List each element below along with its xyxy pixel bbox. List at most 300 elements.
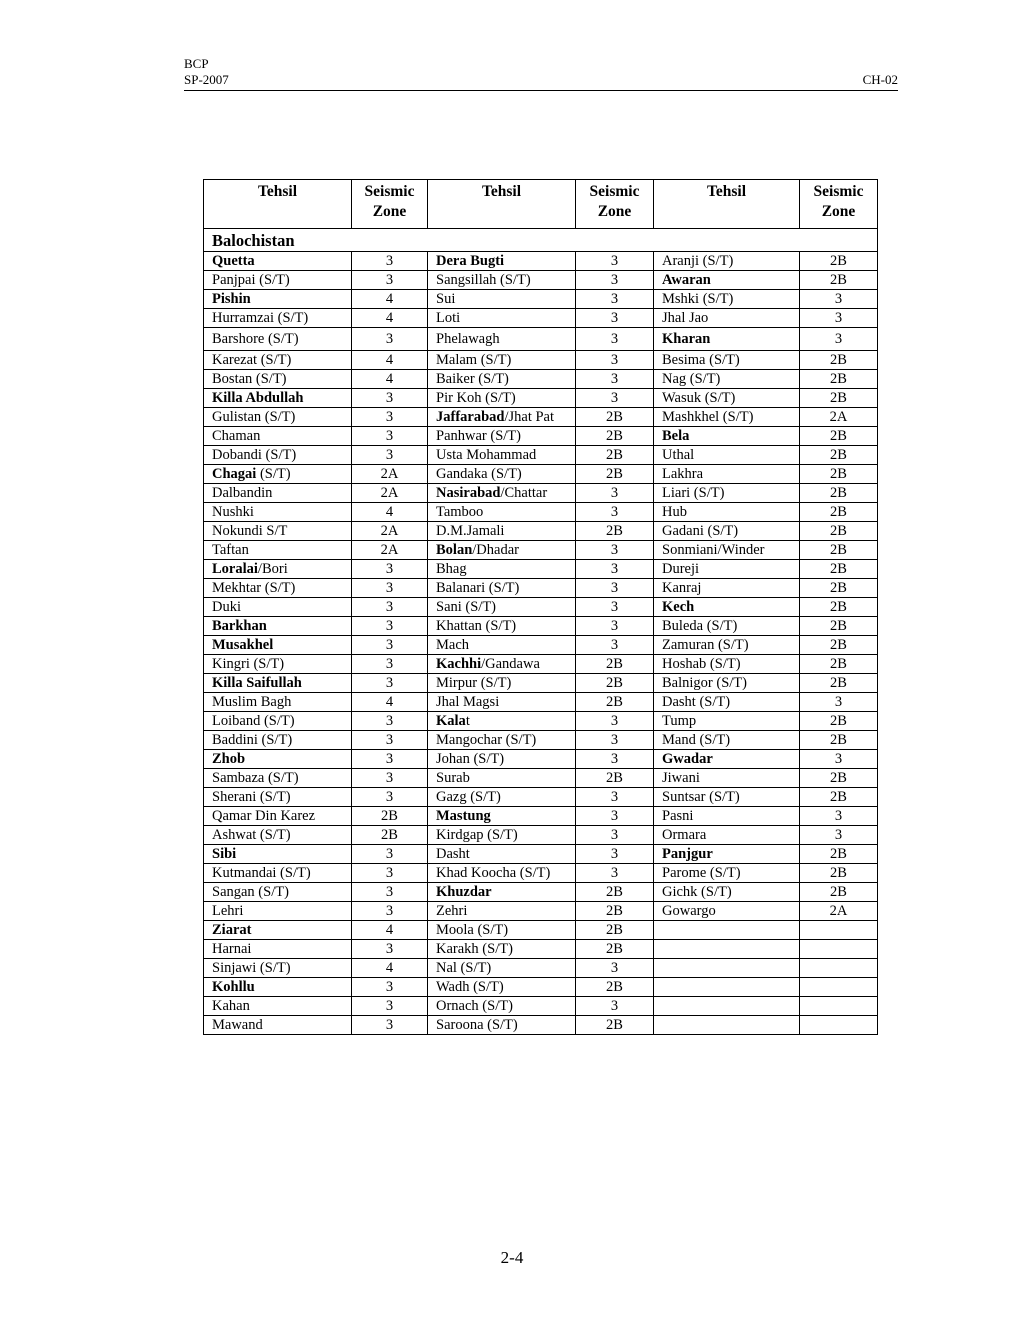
zone-cell: 2B [800,465,878,484]
tehsil-cell: Parome (S/T) [654,864,800,883]
district-name: Gwadar [662,750,713,767]
district-name: Ziarat [212,921,252,938]
tehsil-cell: Aranji (S/T) [654,252,800,271]
zone-cell: 3 [576,560,654,579]
table-row [204,389,878,408]
zone-cell: 2B [800,522,878,541]
district-name: Bela [662,427,690,444]
tehsil-cell: Besima (S/T) [654,351,800,370]
zone-cell: 3 [352,788,428,807]
tehsil-cell [428,252,576,271]
zone-cell: 2A [352,465,428,484]
table-row [204,541,878,560]
zone-cell: 3 [352,252,428,271]
tehsil-cell: Phelawagh [428,328,576,351]
zone-cell: 3 [352,446,428,465]
district-name: Jaffarabad [436,408,505,425]
tehsil-cell: Dalbandin [204,484,352,503]
col-header-tehsil-3: Tehsil [654,180,800,229]
tehsil-cell: Baddini (S/T) [204,731,352,750]
zone-cell: 3 [352,389,428,408]
tehsil-cell: Surab [428,769,576,788]
zone-cell: 2B [576,522,654,541]
col-header-zone-1: Seismic Zone [352,180,428,229]
tehsil-cell [654,940,800,959]
col-header-tehsil-2: Tehsil [428,180,576,229]
tehsil-cell: Panjpai (S/T) [204,271,352,290]
zone-cell: 2B [800,503,878,522]
zone-cell: 3 [576,579,654,598]
zone-cell: 2B [576,674,654,693]
tehsil-cell: Mawand [204,1016,352,1035]
header-divider [184,90,898,91]
tehsil-cell: Kahan [204,997,352,1016]
tehsil-cell: Nal (S/T) [428,959,576,978]
tehsil-cell: Kirdgap (S/T) [428,826,576,845]
tehsil-cell: Balanari (S/T) [428,579,576,598]
tehsil-cell [428,883,576,902]
table-row [204,598,878,617]
tehsil-cell: Lehri [204,902,352,921]
zone-cell: 3 [576,252,654,271]
table-row [204,921,878,940]
zone-cell [800,940,878,959]
zone-cell: 2B [800,560,878,579]
zone-cell: 3 [576,959,654,978]
zone-cell: 4 [352,309,428,328]
tehsil-cell [204,252,352,271]
col-header-zone-2: Seismic Zone [576,180,654,229]
district-name: Khuzdar [436,883,492,900]
tehsil-cell: Johan (S/T) [428,750,576,769]
table-row [204,788,878,807]
table-row [204,883,878,902]
zone-cell: 2B [800,769,878,788]
zone-cell: 2B [800,484,878,503]
document-header-left [184,56,229,88]
tehsil-cell [654,921,800,940]
tehsil-cell: Zamuran (S/T) [654,636,800,655]
tehsil-cell: Ornach (S/T) [428,997,576,1016]
tehsil-cell: Hoshab (S/T) [654,655,800,674]
tehsil-cell: Mangochar (S/T) [428,731,576,750]
zone-cell: 3 [576,636,654,655]
zone-cell: 3 [352,845,428,864]
zone-cell: 2B [800,617,878,636]
header-code: BCP [184,56,209,71]
zone-cell: 3 [576,503,654,522]
tehsil-cell [204,290,352,309]
tehsil-cell: Jhal Jao [654,309,800,328]
zone-cell: 2B [800,351,878,370]
table-row [204,560,878,579]
zone-cell: 3 [576,617,654,636]
tehsil-cell: Taftan [204,541,352,560]
tehsil-cell: Mand (S/T) [654,731,800,750]
table-row [204,408,878,427]
zone-cell: 3 [576,807,654,826]
zone-cell: 2B [800,636,878,655]
tehsil-cell: Kachhi/Gandawa [428,655,576,674]
zone-cell [800,1016,878,1035]
zone-cell: 3 [352,598,428,617]
tehsil-cell [204,674,352,693]
table-row [204,290,878,309]
table-row [204,902,878,921]
zone-cell: 3 [576,750,654,769]
district-name: Bolan [436,541,473,558]
tehsil-cell: Gulistan (S/T) [204,408,352,427]
tehsil-cell: Gazg (S/T) [428,788,576,807]
zone-cell: 3 [352,1016,428,1035]
table-row [204,674,878,693]
tehsil-cell: Kingri (S/T) [204,655,352,674]
tehsil-cell: Ashwat (S/T) [204,826,352,845]
table-row [204,465,878,484]
tehsil-cell: Liari (S/T) [654,484,800,503]
zone-cell: 2B [800,541,878,560]
zone-cell: 2A [352,541,428,560]
zone-cell: 2B [800,446,878,465]
zone-cell: 2B [800,883,878,902]
zone-cell: 2B [576,921,654,940]
zone-cell: 3 [352,997,428,1016]
table-row [204,731,878,750]
zone-cell: 4 [352,693,428,712]
zone-cell: 2B [800,389,878,408]
district-name: Pishin [212,290,251,307]
zone-cell: 3 [576,997,654,1016]
zone-cell: 2B [800,731,878,750]
table-row [204,328,878,351]
table-row [204,655,878,674]
zone-cell: 4 [352,503,428,522]
table-row [204,503,878,522]
tehsil-cell: Saroona (S/T) [428,1016,576,1035]
zone-cell: 3 [352,731,428,750]
tehsil-cell: Khattan (S/T) [428,617,576,636]
zone-cell: 2B [576,465,654,484]
district-name: Musakhel [212,636,274,653]
province-label: Balochistan [204,229,878,252]
district-name: Kharan [662,330,711,347]
tehsil-cell: Nokundi S/T [204,522,352,541]
zone-cell: 2B [576,446,654,465]
district-name: Kachhi [436,655,482,672]
zone-cell [800,997,878,1016]
zone-cell: 3 [576,290,654,309]
district-name: Panjgur [662,845,713,862]
zone-cell: 3 [576,328,654,351]
tehsil-cell: Bolan/Dhadar [428,541,576,560]
tehsil-cell: Suntsar (S/T) [654,788,800,807]
zone-cell: 2B [576,940,654,959]
table-row [204,252,878,271]
tehsil-cell [428,807,576,826]
zone-cell: 2B [800,271,878,290]
tehsil-cell: Chaman [204,427,352,446]
zone-cell: 3 [352,750,428,769]
tehsil-cell: Dureji [654,560,800,579]
tehsil-cell: Sangan (S/T) [204,883,352,902]
tehsil-cell: Uthal [654,446,800,465]
tehsil-cell [654,328,800,351]
zone-cell: 3 [576,541,654,560]
tehsil-cell: Sambaza (S/T) [204,769,352,788]
district-name: Loralai [212,560,258,577]
zone-cell: 3 [800,693,878,712]
table-row [204,522,878,541]
tehsil-cell: Sangsillah (S/T) [428,271,576,290]
zone-cell: 3 [352,902,428,921]
seismic-zone-table [203,179,878,1035]
zone-cell: 3 [352,712,428,731]
tehsil-cell: Sonmiani/Winder [654,541,800,560]
tehsil-cell: Sui [428,290,576,309]
zone-cell: 2A [352,522,428,541]
tehsil-cell [204,921,352,940]
zone-cell: 2A [800,408,878,427]
table-row [204,693,878,712]
table-header-row [204,180,878,229]
table-row [204,864,878,883]
tehsil-cell: Nag (S/T) [654,370,800,389]
tehsil-cell: Karakh (S/T) [428,940,576,959]
district-name: Mastung [436,807,491,824]
zone-cell [800,921,878,940]
zone-cell: 3 [576,598,654,617]
tehsil-cell [654,845,800,864]
tehsil-cell: Dasht [428,845,576,864]
zone-cell: 3 [800,750,878,769]
district-name: Awaran [662,271,711,288]
tehsil-cell: Wadh (S/T) [428,978,576,997]
district-name: Kohllu [212,978,255,995]
zone-cell: 3 [352,560,428,579]
zone-cell: 3 [800,290,878,309]
tehsil-cell: Mirpur (S/T) [428,674,576,693]
zone-cell: 2B [800,674,878,693]
zone-cell: 4 [352,959,428,978]
tehsil-cell [654,997,800,1016]
tehsil-cell: Sinjawi (S/T) [204,959,352,978]
tehsil-cell [204,845,352,864]
tehsil-cell: Lakhra [654,465,800,484]
tehsil-cell [654,427,800,446]
zone-cell: 3 [800,309,878,328]
zone-cell [800,978,878,997]
tehsil-cell [654,978,800,997]
zone-cell: 3 [576,389,654,408]
district-name: Kala [436,712,466,729]
table-row [204,940,878,959]
zone-cell [800,959,878,978]
zone-cell: 3 [576,845,654,864]
tehsil-cell: Kutmandai (S/T) [204,864,352,883]
zone-cell: 2B [800,427,878,446]
district-name: Barkhan [212,617,267,634]
tehsil-cell: Wasuk (S/T) [654,389,800,408]
zone-cell: 3 [352,636,428,655]
zone-cell: 3 [576,370,654,389]
tehsil-cell: Jhal Magsi [428,693,576,712]
tehsil-cell: Mekhtar (S/T) [204,579,352,598]
table-row [204,807,878,826]
zone-cell: 3 [576,864,654,883]
table-body [204,229,878,1035]
zone-cell: 4 [352,370,428,389]
district-name: Killa Saifullah [212,674,302,691]
zone-cell: 3 [352,883,428,902]
zone-cell: 2B [576,408,654,427]
tehsil-cell: D.M.Jamali [428,522,576,541]
tehsil-cell [204,636,352,655]
district-name: Sibi [212,845,237,862]
tehsil-cell: Pir Koh (S/T) [428,389,576,408]
tehsil-cell: Zehri [428,902,576,921]
district-name: Quetta [212,252,255,269]
tehsil-cell: Hub [654,503,800,522]
tehsil-cell: Mshki (S/T) [654,290,800,309]
tehsil-cell: Harnai [204,940,352,959]
tehsil-cell: Moola (S/T) [428,921,576,940]
table-row [204,579,878,598]
tehsil-cell [204,750,352,769]
table-row [204,351,878,370]
zone-cell: 2A [352,484,428,503]
table-row [204,959,878,978]
tehsil-cell [654,959,800,978]
tehsil-cell: Usta Mohammad [428,446,576,465]
zone-cell: 2B [800,712,878,731]
tehsil-cell: Qamar Din Karez [204,807,352,826]
zone-cell: 3 [800,807,878,826]
page-number: 2-4 [500,1248,524,1267]
zone-cell: 3 [352,864,428,883]
zone-cell: 3 [352,674,428,693]
zone-cell: 2B [576,978,654,997]
zone-cell: 2B [576,883,654,902]
tehsil-cell: Chagai (S/T) [204,465,352,484]
table-row [204,826,878,845]
tehsil-cell: Nushki [204,503,352,522]
tehsil-cell: Balnigor (S/T) [654,674,800,693]
zone-cell: 2B [576,693,654,712]
table-row [204,845,878,864]
tehsil-cell: Tump [654,712,800,731]
zone-cell: 3 [352,940,428,959]
tehsil-cell: Karezat (S/T) [204,351,352,370]
tehsil-cell: Gadani (S/T) [654,522,800,541]
tehsil-cell: Sherani (S/T) [204,788,352,807]
zone-cell: 3 [576,309,654,328]
zone-cell: 3 [800,328,878,351]
table-row [204,997,878,1016]
zone-cell: 2B [800,598,878,617]
zone-cell: 3 [352,328,428,351]
table-row [204,769,878,788]
tehsil-cell [654,598,800,617]
table-row [204,1016,878,1035]
zone-cell: 3 [352,978,428,997]
zone-cell: 2B [800,370,878,389]
tehsil-cell: Gowargo [654,902,800,921]
table-row [204,617,878,636]
table-row [204,446,878,465]
table-row [204,978,878,997]
zone-cell: 2B [800,252,878,271]
col-header-zone-3: Seismic Zone [800,180,878,229]
zone-cell: 2B [576,655,654,674]
tehsil-cell [204,978,352,997]
district-name: Killa Abdullah [212,389,304,406]
tehsil-cell: Loralai/Bori [204,560,352,579]
tehsil-cell: Loti [428,309,576,328]
tehsil-cell: Bhag [428,560,576,579]
zone-cell: 3 [576,826,654,845]
district-name: Kech [662,598,695,615]
zone-cell: 2B [800,788,878,807]
zone-cell: 2B [576,769,654,788]
zone-cell: 2B [800,845,878,864]
tehsil-cell: Sani (S/T) [428,598,576,617]
district-name: Nasirabad [436,484,501,501]
table-row [204,370,878,389]
zone-cell: 3 [576,712,654,731]
tehsil-cell: Dobandi (S/T) [204,446,352,465]
district-name: Chagai [212,465,257,482]
tehsil-cell: Buleda (S/T) [654,617,800,636]
table-row [204,484,878,503]
zone-cell: 4 [352,921,428,940]
tehsil-cell [204,389,352,408]
tehsil-cell: Malam (S/T) [428,351,576,370]
zone-cell: 2B [352,826,428,845]
tehsil-cell: Ormara [654,826,800,845]
table-row [204,427,878,446]
tehsil-cell: Baiker (S/T) [428,370,576,389]
table-row [204,271,878,290]
tehsil-cell: Barshore (S/T) [204,328,352,351]
tehsil-cell: Khad Koocha (S/T) [428,864,576,883]
zone-cell: 4 [352,290,428,309]
zone-cell: 3 [352,579,428,598]
tehsil-cell: Loiband (S/T) [204,712,352,731]
tehsil-cell: Pasni [654,807,800,826]
tehsil-cell [204,617,352,636]
tehsil-cell: Muslim Bagh [204,693,352,712]
zone-cell: 3 [352,617,428,636]
zone-cell: 3 [576,271,654,290]
zone-cell: 2B [576,427,654,446]
zone-cell: 2B [576,902,654,921]
tehsil-cell: Jaffarabad/Jhat Pat [428,408,576,427]
tehsil-cell: Duki [204,598,352,617]
zone-cell: 4 [352,351,428,370]
tehsil-cell: Hurramzai (S/T) [204,309,352,328]
table-row [204,309,878,328]
zone-cell: 3 [576,788,654,807]
table-row [204,636,878,655]
header-edition: SP-2007 [184,72,229,87]
district-name: Zhob [212,750,246,767]
tehsil-cell: Nasirabad/Chattar [428,484,576,503]
zone-cell: 3 [352,427,428,446]
zone-cell: 3 [352,655,428,674]
zone-cell: 3 [352,271,428,290]
tehsil-cell [654,1016,800,1035]
tehsil-cell: Dasht (S/T) [654,693,800,712]
